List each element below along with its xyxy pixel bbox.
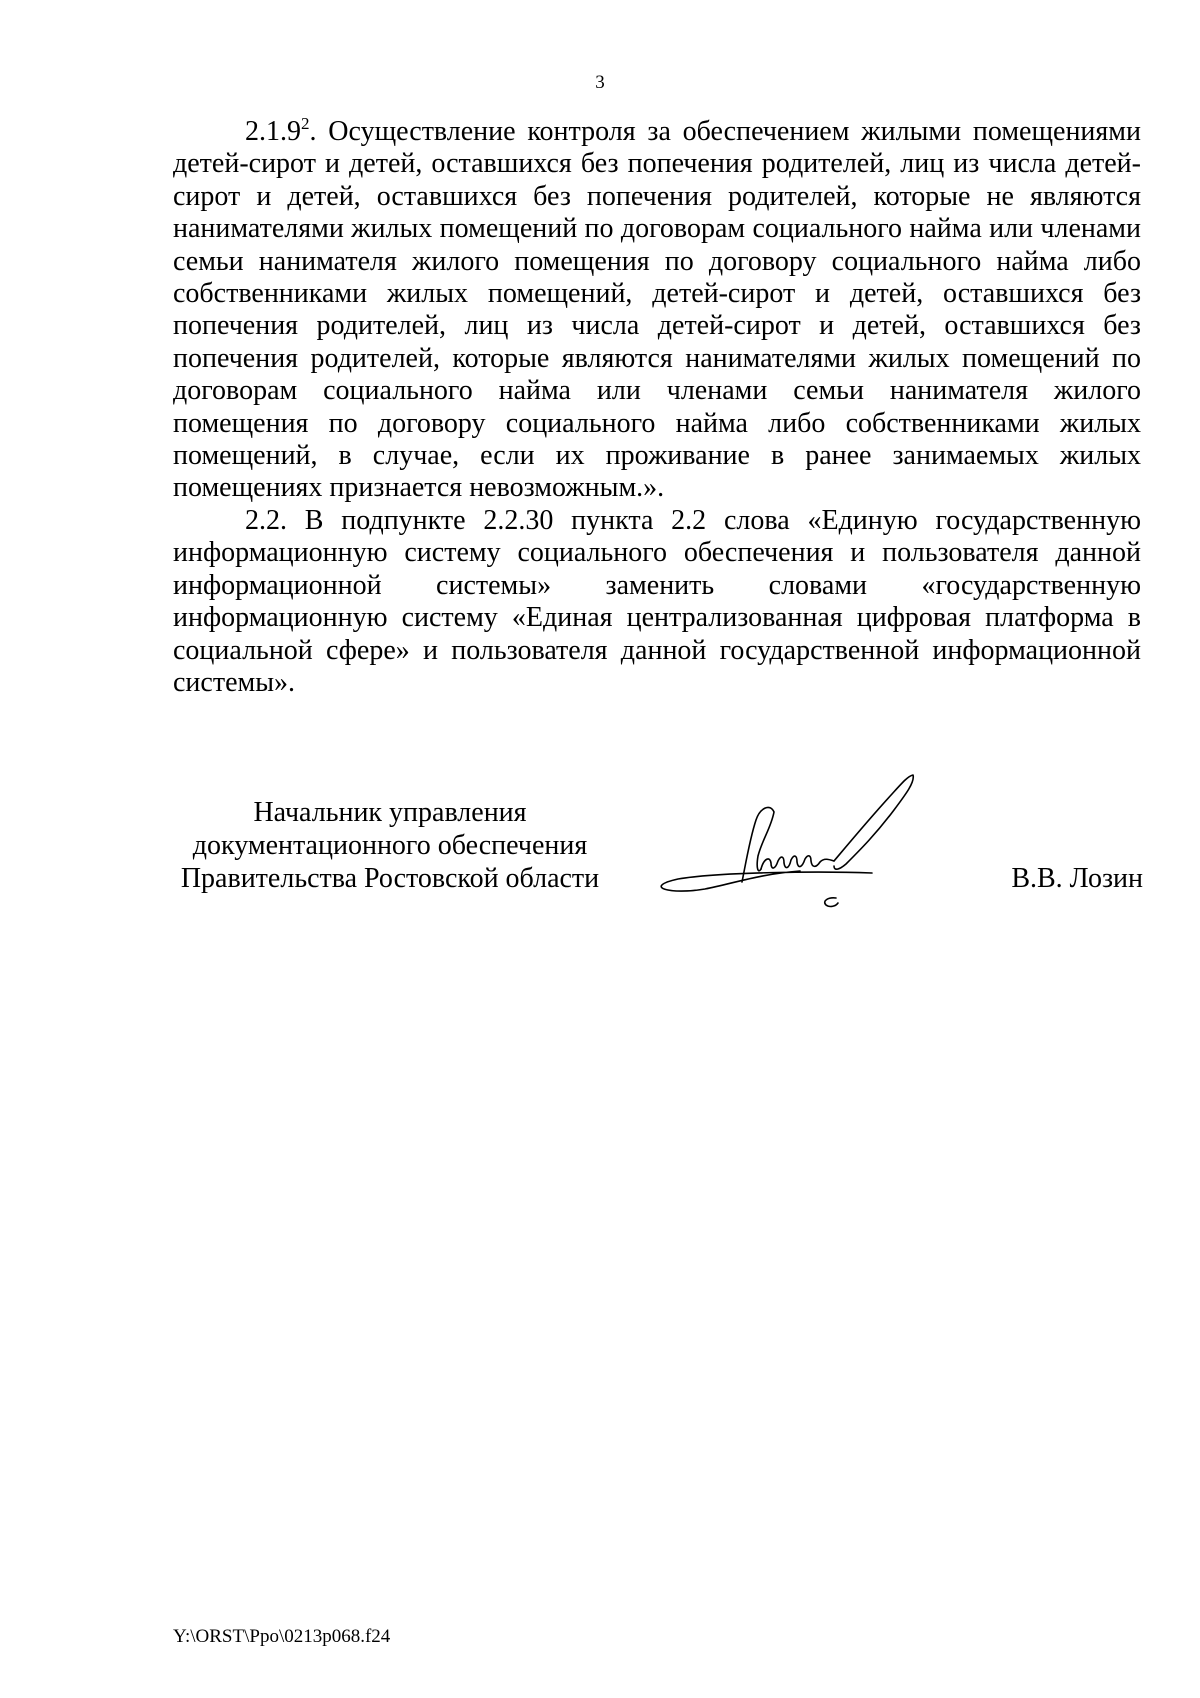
paragraph-2-1-9 bbox=[173, 116, 1141, 505]
signatory-title-line: Начальник управления bbox=[253, 797, 527, 828]
signatory-title bbox=[170, 796, 610, 895]
handwritten-signature bbox=[650, 770, 980, 930]
page-number: 3 bbox=[595, 72, 605, 93]
document-body bbox=[173, 116, 1141, 699]
signatory-title-line: Правительства Ростовской области bbox=[180, 863, 600, 894]
signatory-title-line: документационного обеспечения bbox=[192, 830, 588, 861]
clause-superscript: 2 bbox=[301, 114, 310, 133]
file-path-footer: Y:\ORST\Ppo\0213p068.f24 bbox=[173, 1626, 391, 1647]
signatory-name: В.В. Лозин bbox=[1011, 863, 1143, 894]
clause-number: 2.1.9 bbox=[245, 116, 301, 147]
clause-text: . Осуществление контроля за обеспечением жилыми помещениями детей-сирот и детей, оставшихся без попечения родителей, лиц из числа детей-сирот и детей, оставшихся без попечения родителей, которые не являются нанимателями жилых помещений по договорам социального найма или членами семьи нанимателя жилого помещения по договору социального найма либо собственниками жилых помещений, детей-сирот и детей, оставшихся без попечения родителей, лиц из числа детей-сирот и детей, оставшихся без попечения родителей, которые являются нанимателями жилых помещений по договорам социального найма или членами семьи нанимателя жилого помещения по договору социального найма либо собственниками жилых помещений, в случае, если их проживание в ранее занимаемых жилых помещениях признается невозможным.». bbox=[173, 116, 1141, 504]
paragraph-2-2: 2.2. В подпункте 2.2.30 пункта 2.2 слова «Единую государственную информационную систему социального обеспечения и пользователя данной информационной системы» заменить словами «государственную информационную систему «Единая централизованная цифровая платформа в социальной сфере» и пользователя данной государственной информационной системы». bbox=[173, 504, 1141, 698]
